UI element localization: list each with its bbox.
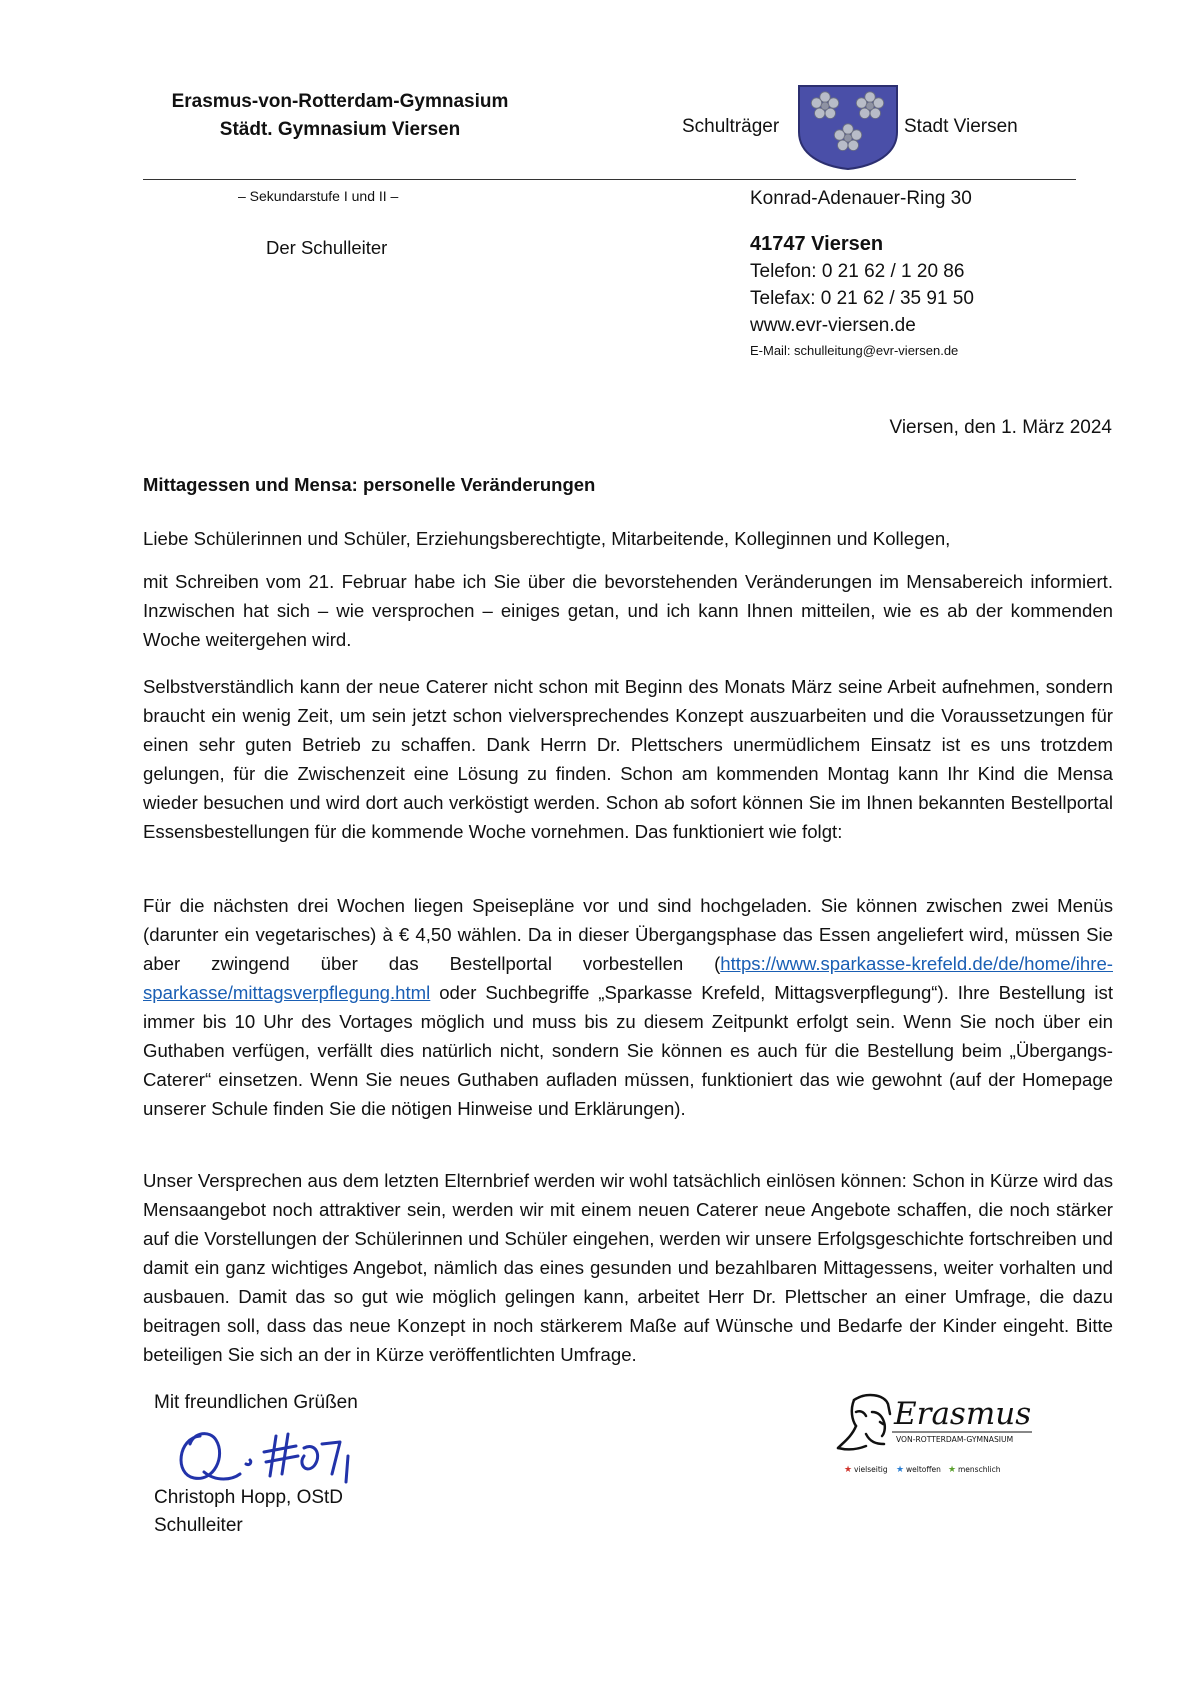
address-telefon: Telefon: 0 21 62 / 1 20 86: [750, 261, 965, 282]
address-email: E-Mail: schulleitung@evr-viersen.de: [750, 343, 959, 358]
letter-greeting: Liebe Schülerinnen und Schüler, Erziehungsberechtigte, Mitarbeitende, Kolleginnen und Kollegen,: [143, 528, 951, 549]
letter-date: Viersen, den 1. März 2024: [889, 417, 1112, 438]
school-name-line1: Erasmus-von-Rotterdam-Gymnasium: [171, 91, 509, 112]
sender-title: Der Schulleiter: [266, 237, 388, 258]
address-website: www.evr-viersen.de: [750, 315, 916, 336]
paragraph-3: [143, 891, 1113, 1123]
erasmus-portrait-icon: [838, 1395, 890, 1449]
paragraph-1: mit Schreiben vom 21. Februar habe ich Sie über die bevorstehenden Veränderungen im Mensabereich informiert. Inzwischen hat sich – wie versprochen – einiges getan, und ich kann Ihnen mitteilen, wie es ab der kommenden Woche weitergehen wird.: [143, 571, 1113, 650]
star-green-icon: ★: [948, 1465, 957, 1475]
address-telefax: Telefax: 0 21 62 / 35 91 50: [750, 288, 974, 309]
paragraph-3-part-2: oder Suchbegriffe „Sparkasse Krefeld, Mittagsverpflegung“). Ihre Bestellung ist immer bis 10 Uhr des Vortages möglich und muss bis zu diesem Zeitpunkt erfolgt sein. Wenn Sie noch über ein Guthaben verfügen, verfällt dies natürlich nicht, sondern Sie können es auch für die Bestellung beim „Übergangs-Caterer“ einsetzen. Wenn Sie neues Guthaben aufladen müssen, funktioniert das wie gewohnt (auf der Homepage unserer Schule finden Sie die nötigen Hinweise und Erklärungen).: [143, 982, 1113, 1119]
paragraph-2: Selbstverständlich kann der neue Caterer nicht schon mit Beginn des Monats März seine Arbeit aufnehmen, sondern braucht ein wenig Zeit, um sein jetzt schon vielversprechendes Konzept auszuarbeiten und die Voraussetzungen für einen sehr guten Betrieb zu schaffen. Dank Herrn Dr. Plettschers unermüdlichem Einsatz ist es uns trotzdem gelungen, für die Zwischenzeit eine Lösung zu finden. Schon am kommenden Montag kann Ihr Kind die Mensa wieder besuchen und wird dort auch verköstigt werden. Schon ab sofort können Sie im Ihnen bekannten Bestellportal Essensbestellungen für die kommende Woche vornehmen. Das funktioniert wie folgt:: [143, 676, 1113, 842]
closing-greeting: Mit freundlichen Grüßen: [154, 1392, 358, 1413]
schultraeger-city: Stadt Viersen: [904, 116, 1018, 137]
star-red-icon: ★: [844, 1465, 853, 1475]
header-divider: [143, 179, 1076, 180]
logo-tag-menschlich: menschlich: [958, 1465, 1001, 1474]
logo-wordmark: Erasmus: [894, 1396, 1032, 1432]
signer-name: Christoph Hopp, OStD: [154, 1487, 344, 1508]
logo-tag-vielseitig: vielseitig: [854, 1465, 888, 1474]
signer-role: Schulleiter: [154, 1515, 243, 1536]
signer-block: [154, 1484, 343, 1540]
logo-tag-weltoffen: weltoffen: [906, 1465, 941, 1474]
paragraph-4: Unser Versprechen aus dem letzten Elternbrief werden wir wohl tatsächlich einlösen können: Schon in Kürze wird das Mensaangebot noch attraktiver sein, werden wir mit einem neuen Caterer neue Angebote schaffen, die noch stärker auf die Vorstellungen der Schülerinnen und Schüler eingehen, werden wir unsere Erfolgsgeschichte fortschreiben und damit ein ganz wichtiges Angebot, nämlich das eines gesunden und bezahlbaren Mittagessens, weiter vorhalten und ausbauen. Damit das so gut wie möglich gelingen kann, arbeitet Herr Dr. Plettscher an einer Umfrage, die dazu beitragen soll, dass das neue Konzept in noch stärkerem Maße auf Wünsche und Bedarfe der Kinder eingeht. Bitte beteiligen Sie sich an der in Kürze veröffentlichten Umfrage.: [143, 1170, 1113, 1365]
letter-subject: Mittagessen und Mensa: personelle Veränderungen: [143, 474, 596, 495]
star-blue-icon: ★: [896, 1465, 905, 1475]
erasmus-logo: [836, 1390, 1036, 1490]
school-name-line2: Städt. Gymnasium Viersen: [219, 119, 461, 140]
schultraeger-label: Schulträger: [682, 116, 780, 137]
sparkasse-order-link[interactable]: https://www.sparkasse-krefeld.de/de/home/ihre-sparkasse/mittagsverpflegung.html: [143, 953, 1113, 1003]
school-name: [150, 88, 530, 144]
stufe-label: – Sekundarstufe I und II –: [238, 188, 399, 204]
logo-subline: VON-ROTTERDAM-GYMNASIUM: [896, 1435, 1014, 1444]
address-street: Konrad-Adenauer-Ring 30: [750, 188, 972, 209]
address-city: 41747 Viersen: [750, 233, 884, 255]
city-crest-icon: [797, 84, 899, 170]
paragraph-3-part-1: Für die nächsten drei Wochen liegen Speisepläne vor und sind hochgeladen. Sie können zwischen zwei Menüs (darunter ein vegetarisches) à € 4,50 wählen. Da in dieser Übergangsphase das Essen angeliefert wird, müssen Sie aber zwingend über das Bestellportal vorbestellen (: [143, 895, 1113, 974]
